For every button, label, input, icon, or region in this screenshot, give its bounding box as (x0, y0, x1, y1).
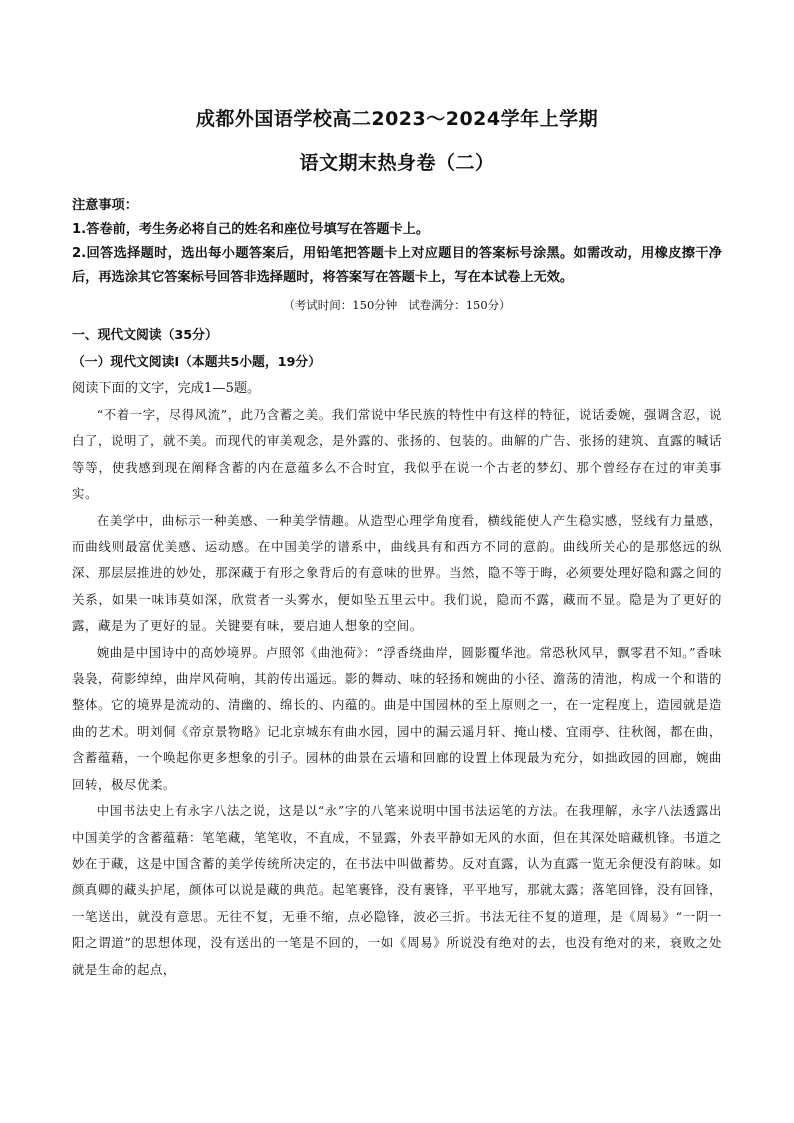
reading-passage (72, 402, 722, 983)
passage-paragraph-4: 中国书法史上有永字八法之说，这是以“永”字的八笔来说明中国书法运笔的方法。在我理解，永字八法透露出中国美学的含蓄蕴藉：笔笔藏，笔笔收，不直成，不显露，外表平静如无风的水面，但在其深处暗藏机锋。书道之妙在于藏，这是中国含蓄的美学传统所决定的，在书法中叫做蓄势。反对直露，认为直露一览无余便没有韵味。如颜真卿的藏头护尾，颜体可以说是藏的典范。起笔裹锋，没有裹锋，平平地写，那就太露；落笔回锋，没有回锋，一笔送出，就没有意思。无往不复，无垂不缩，点必隐锋，波必三折。书法无往不复的道理，是《周易》“一阴一阳之谓道”的思想体现，没有送出的一笔是不回的，一如《周易》所说没有绝对的去，也没有绝对的来，衰败之处就是生命的起点， (72, 803, 722, 977)
exam-info: （考试时间：150分钟 试卷满分：150分） (283, 298, 511, 312)
passage-paragraph-1: “不着一字，尽得风流”，此乃含蓄之美。我们常说中华民族的特性中有这样的特征，说话委婉，强调含忍，说白了，说明了，就不美。而现代的审美观念，是外露的、张扬的、包装的。曲解的广告、张扬的建筑、直露的喊话等等，使我感到现在阐释含蓄的内在意蕴多么不合时宜，我似乎在说一个古老的梦幻、那个曾经存在过的审美事实。 (72, 407, 722, 502)
exam-title-line1: 成都外国语学校高二2023～2024学年上学期 (195, 108, 599, 130)
notes-heading: 注意事项： (72, 198, 138, 213)
subsection-heading: （一）现代文阅读Ⅰ（本题共5小题，19分） (72, 355, 322, 370)
note-item-1: 1.答卷前，考生务必将自己的姓名和座位号填写在答题卡上。 (72, 222, 430, 237)
passage-paragraph-2: 在美学中，曲标示一种美感、一种美学情趣。从造型心理学角度看，横线能使人产生稳实感，竖线有力量感，而曲线则最富优美感、运动感。在中国美学的谱系中，曲线具有和西方不同的意韵。曲线所关心的是那悠远的纵深、那层层推进的妙处，那深藏于有形之象背后的有意味的世界。当然，隐不等于晦，必须要处理好隐和露之间的关系，如果一味讳莫如深，欣赏者一头雾水，便如坠五里云中。我们说，隐而不露，藏而不显。隐是为了更好的露，藏是为了更好的显。关键要有味，要启迪人想象的空间。 (72, 512, 722, 634)
passage-paragraph-3: 婉曲是中国诗中的高妙境界。卢照邻《曲池荷》：“浮香绕曲岸，圆影覆华池。常恐秋风早，飘零君不知。”香味袅袅，荷影绰绰，曲岸风荷响，其韵传出遥远。影的舞动、味的轻扬和婉曲的小径、澹荡的清池，构成一个和谐的整体。它的境界是流动的、清幽的、绵长的、内蕴的。曲是中国园林的至上原则之一，在一定程度上，造园就是造曲的艺术。明刘侗《帝京景物略》记北京城东有曲水园，园中的漏云遥月轩、掩山楼、宜雨亭、往秋阁，都在曲，含蓄蕴藉，一个唤起你更多想象的引子。园林的曲景在云墙和回廊的设置上体现最为充分，如拙政园的回廊，婉曲回转，极尽优柔。 (72, 644, 722, 792)
section-heading: 一、现代文阅读（35分） (72, 328, 218, 343)
note-item-2: 2.回答选择题时，选出每小题答案后，用铅笔把答题卡上对应题目的答案标号涂黑。如需改动，用橡皮擦干净后，再选涂其它答案标号回答非选择题时，将答案写在答题卡上，写在本试卷上无效。 (72, 246, 722, 285)
reading-instruction: 阅读下面的文字，完成1—5题。 (72, 381, 261, 396)
exam-title-line2: 语文期末热身卷（二） (299, 152, 495, 174)
notes-block (72, 194, 722, 290)
